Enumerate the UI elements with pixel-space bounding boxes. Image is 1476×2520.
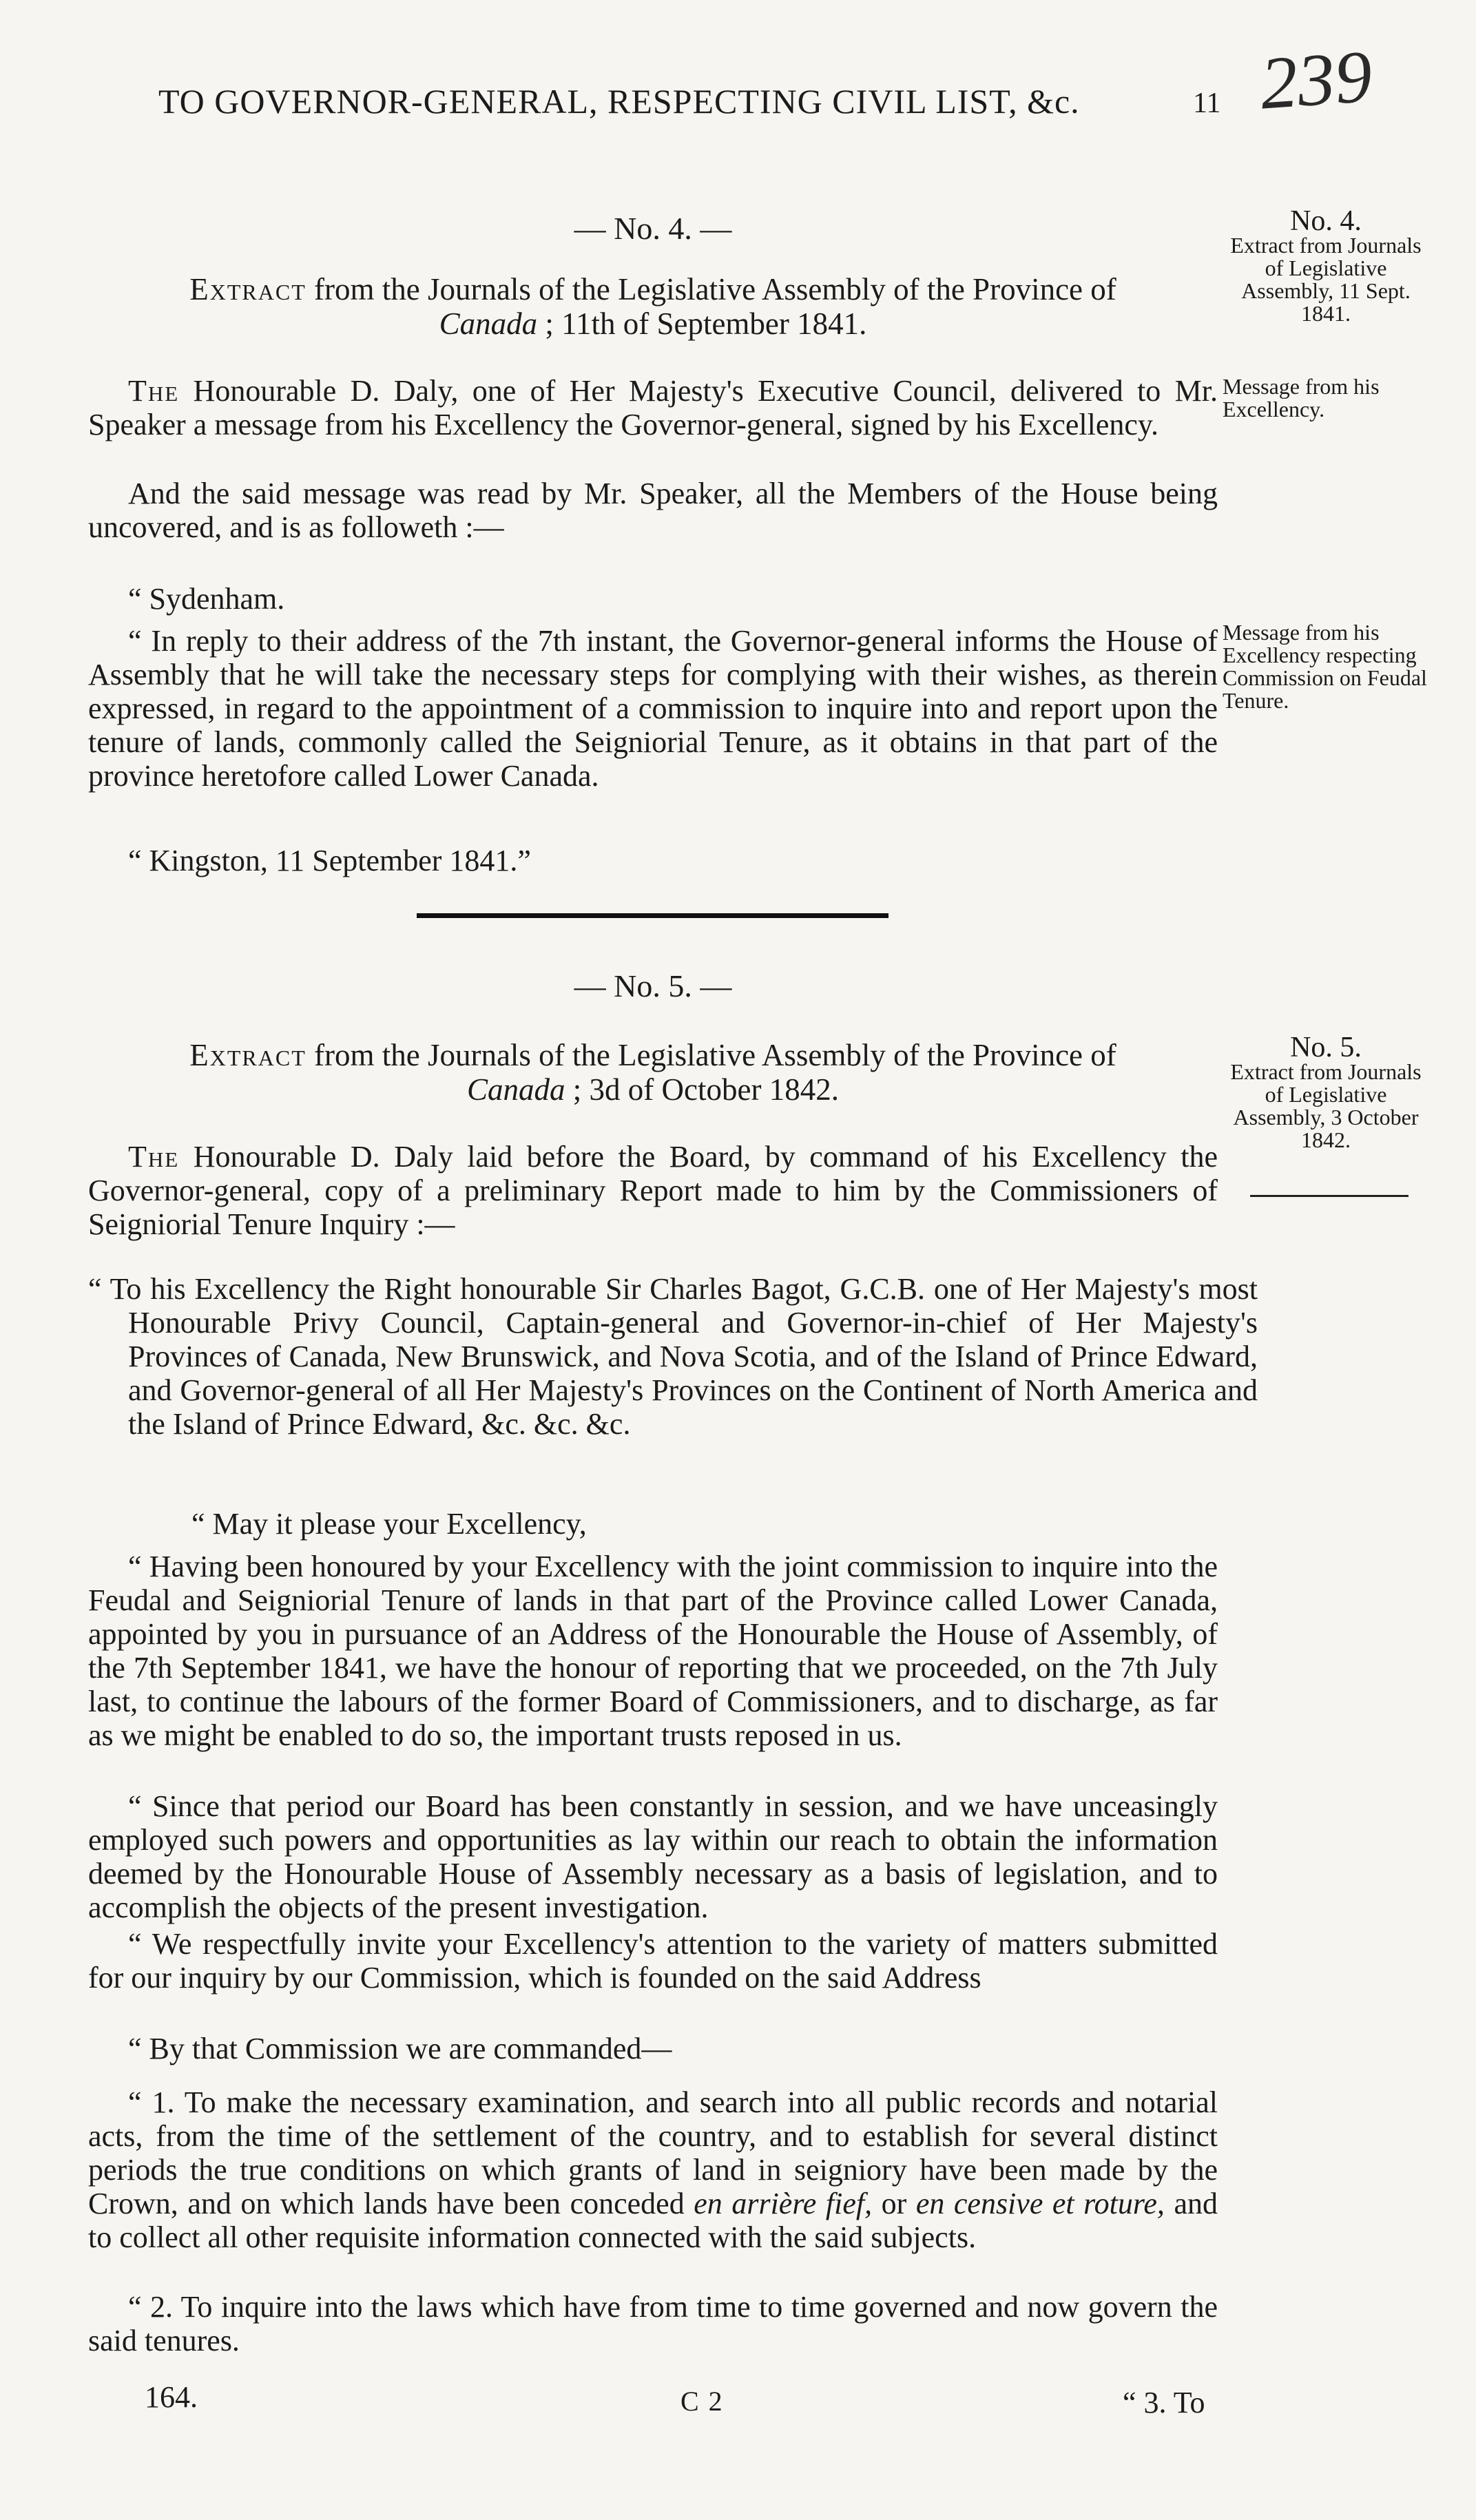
extract-place: Canada (439, 306, 538, 341)
section-heading-no5: — No. 5. — (574, 968, 732, 1003)
item-1-text-b: or (872, 2187, 916, 2220)
section-heading-no4: — No. 4. — (574, 211, 732, 246)
margin-note-number: No. 5. (1290, 1032, 1362, 1063)
handwritten-folio-number: 239 (1258, 35, 1375, 125)
item-1-italic-fief: en arrière fief, (694, 2187, 873, 2220)
paragraph-address: “ To his Excellency the Right honourable Sir Charles Bagot, G.C.B. one of Her Majesty's most Honourable Privy Council, Captain-general and Governor-in-chief of Her Majesty's Provinces of Canada, New Brunswick, and Nova Scotia, and of the Island of Prince Edward, and Governor-general of all Her Majesty's Provinces on the Continent of North America and the Island of Prince Edward, &c. &c. &c. (88, 1272, 1258, 1441)
margin-note-number: No. 4. (1290, 205, 1362, 237)
extract-place: Canada (467, 1072, 565, 1107)
printer-signature: C 2 (680, 2386, 724, 2417)
paragraph-lead: The (128, 1140, 180, 1174)
extract-title-no5 (88, 1038, 1218, 1107)
paragraph-salutation: “ May it please your Excellency, (191, 1507, 587, 1541)
item-1-text-a: “ 1. To make the necessary examination, and search into all public records and notarial acts, from the time of the settlement of the country, and to establish for several distinct periods the true conditions on which grants of land in seigniory have been made by the Crown, and on which lands have been conceded (88, 2085, 1218, 2220)
extract-rest: from the Journals of the Legislative Assembly of the Province of (306, 1038, 1116, 1072)
paragraph-commanded: “ By that Commission we are commanded— (128, 2032, 672, 2065)
extract-title-no4 (88, 272, 1218, 341)
margin-note-no4 (1223, 205, 1429, 326)
paragraph-lead: The (128, 374, 180, 408)
extract-date: ; 11th of September 1841. (537, 306, 867, 341)
paragraph-item-1 (88, 2085, 1218, 2254)
paragraph-since: “ Since that period our Board has been constantly in session, and we have unceasingly employed such powers and opportunities as lay within our reach to obtain the information deemed by the Honourable House of Assembly necessary as a basis of legislation, and to accomplish the objects of the present investigation. (88, 1789, 1218, 1924)
catchword: “ 3. To (1123, 2386, 1205, 2419)
margin-note-rule (1250, 1195, 1409, 1197)
paragraph-reply: “ In reply to their address of the 7th instant, the Governor-general informs the House of Assembly that he will take the necessary steps for complying with their wishes, as therein expressed, in regard to the appointment of a commission to inquire into and report upon the tenure of lands, commonly called the Seigniorial Tenure, as it obtains in that part of the province heretofore called Lower Canada. (88, 624, 1218, 793)
paragraph-item-2: “ 2. To inquire into the laws which have from time to time governed and now govern the said tenures. (88, 2290, 1218, 2357)
paragraph-having-been: “ Having been honoured by your Excellency with the joint commission to inquire into the Feudal and Seigniorial Tenure of lands in that part of the Province called Lower Canada, appointed by you in pursuance of an Address of the Honourable the House of Assembly, of the 7th September 1841, we have the honour of reporting that we proceeded, on the 7th July last, to continue the labours of the former Board of Commissioners, and to discharge, as far as we might be enabled to do so, the important trusts reposed in us. (88, 1550, 1218, 1752)
paragraph-text: Honourable D. Daly, one of Her Majesty's Executive Council, delivered to Mr. Speaker a message from his Excellency the Governor-general, signed by his Excellency. (88, 374, 1218, 441)
section-divider (417, 913, 888, 918)
margin-note-text: Extract from Journals of Legislative Assembly, 11 Sept. 1841. (1230, 233, 1422, 326)
paragraph-report (88, 1140, 1218, 1241)
paragraph-sydenham: “ Sydenham. (128, 582, 285, 616)
paragraph-we-respectfully: “ We respectfully invite your Excellency's attention to the variety of matters submitted for our inquiry by our Commission, which is founded on the said Address (88, 1927, 1218, 1995)
margin-note-message-commission: Message from his Excellency respecting Commission on Feudal Tenure. (1223, 620, 1427, 713)
paragraph-text: Honourable D. Daly laid before the Board, by command of his Excellency the Governor-general, copy of a preliminary Report made to him by the Commissioners of Seigniorial Tenure Inquiry :— (88, 1140, 1218, 1241)
margin-note-text: Extract from Journals of Legislative Assembly, 3 October 1842. (1230, 1059, 1422, 1152)
page-number: 11 (1193, 87, 1221, 119)
extract-lead: Extract (189, 272, 306, 306)
footer-number: 164. (145, 2380, 198, 2414)
paragraph-reading: And the said message was read by Mr. Speaker, all the Members of the House being uncovered, and is as followeth :— (88, 477, 1218, 544)
extract-lead: Extract (189, 1038, 306, 1072)
margin-note-no5 (1223, 1032, 1429, 1152)
extract-rest: from the Journals of the Legislative Assembly of the Province of (306, 272, 1116, 306)
item-1-italic-censive: en censive et roture, (915, 2187, 1165, 2220)
extract-date: ; 3d of October 1842. (565, 1072, 839, 1107)
paragraph-kingston: “ Kingston, 11 September 1841.” (128, 844, 531, 877)
item-1-text-c: and to collect all other requisite information connected with the said subjects. (88, 2187, 1218, 2254)
running-head: TO GOVERNOR-GENERAL, RESPECTING CIVIL LIST, &c. (158, 82, 1080, 121)
paragraph-delivery (88, 374, 1218, 441)
margin-note-message: Message from his Excellency. (1223, 374, 1380, 421)
